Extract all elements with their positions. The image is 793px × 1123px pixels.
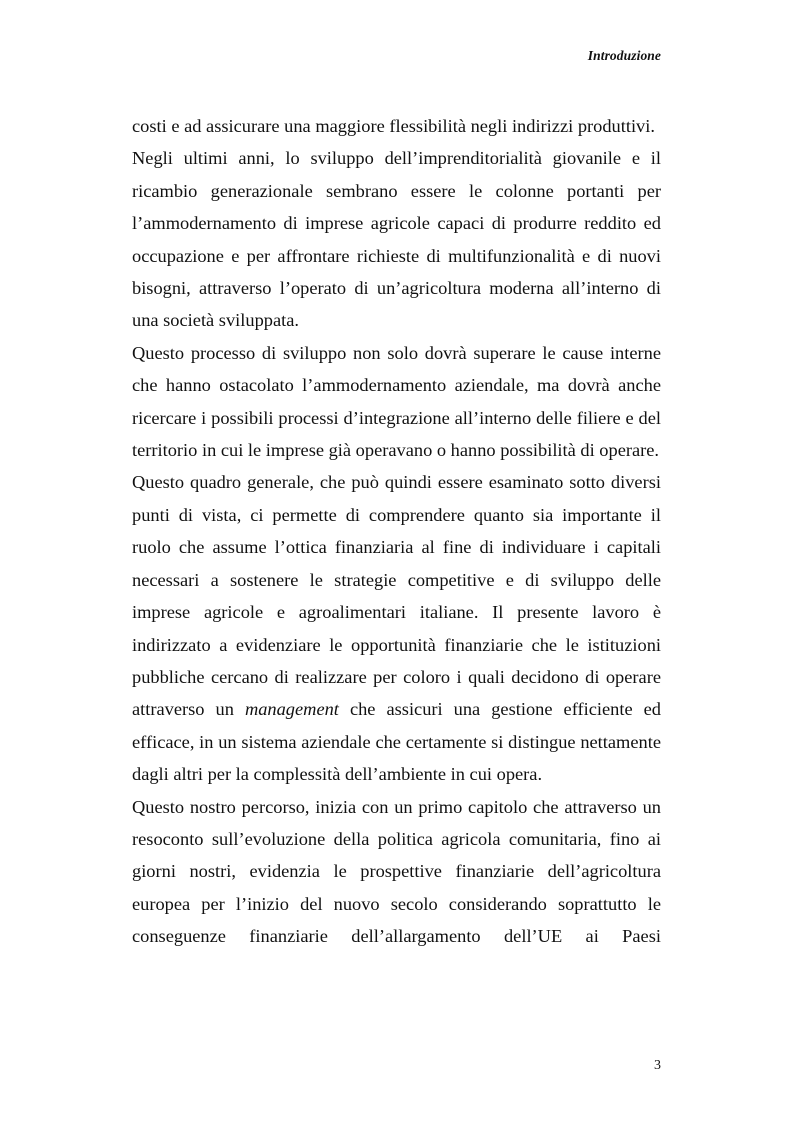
- paragraph-4-emphasis: management: [244, 699, 339, 720]
- paragraph-4-after: che assicuri una gestione efficiente ed efficace, in un sistema aziendale che certamente si distingue nettamente dagli altri per la complessità dell’ambiente in cui opera.: [132, 699, 662, 785]
- paragraph-3: Questo processo di sviluppo non solo dovrà superare le cause interne che hanno ostacolato l’ammodernamento aziendale, ma dovrà anche ricercare i possibili processi d’integrazione all’interno delle filiere e del territorio in cui le imprese già operavano o hanno possibilità di operare.: [132, 342, 661, 461]
- paragraph-5: Questo nostro percorso, inizia con un primo capitolo che attraverso un resoconto sull’evoluzione della politica agricola comunitaria, fino ai giorni nostri, evidenzia le prospettive finanziarie dell’agricoltura europea per l’inizio del nuovo secolo considerando soprattutto le conseguenze finanziarie dell’allargamento dell’UE ai Paesi: [132, 796, 661, 947]
- paragraph-2: Negli ultimi anni, lo sviluppo dell’imprenditorialità giovanile e il ricambio generazionale sembrano essere le colonne portanti per l’ammodernamento di imprese agricole capaci di produrre reddito ed occupazione e per affrontare richieste di multifunzionalità e di nuovi bisogni, attraverso l’operato di un’agricoltura moderna all’interno di una società sviluppata.: [132, 148, 661, 331]
- paragraph-4: [132, 466, 661, 790]
- page-number: 3: [654, 1058, 661, 1073]
- running-header: Introduzione: [587, 48, 661, 63]
- body-text: [132, 110, 661, 953]
- paragraph-4-before: Questo quadro generale, che può quindi essere esaminato sotto diversi punti di vista, ci permette di comprendere quanto sia importante il ruolo che assume l’ottica finanziaria al fine di individuare i capitali necessari a sostenere le strategie competitive e di sviluppo delle imprese agricole e agroalimentari italiane. Il presente lavoro è indirizzato a evidenziare le opportunità finanziarie che le istituzioni pubbliche cercano di realizzare per coloro i quali decidono di operare attraverso un: [132, 472, 661, 720]
- paragraph-1: costi e ad assicurare una maggiore flessibilità negli indirizzi produttivi.: [132, 116, 655, 136]
